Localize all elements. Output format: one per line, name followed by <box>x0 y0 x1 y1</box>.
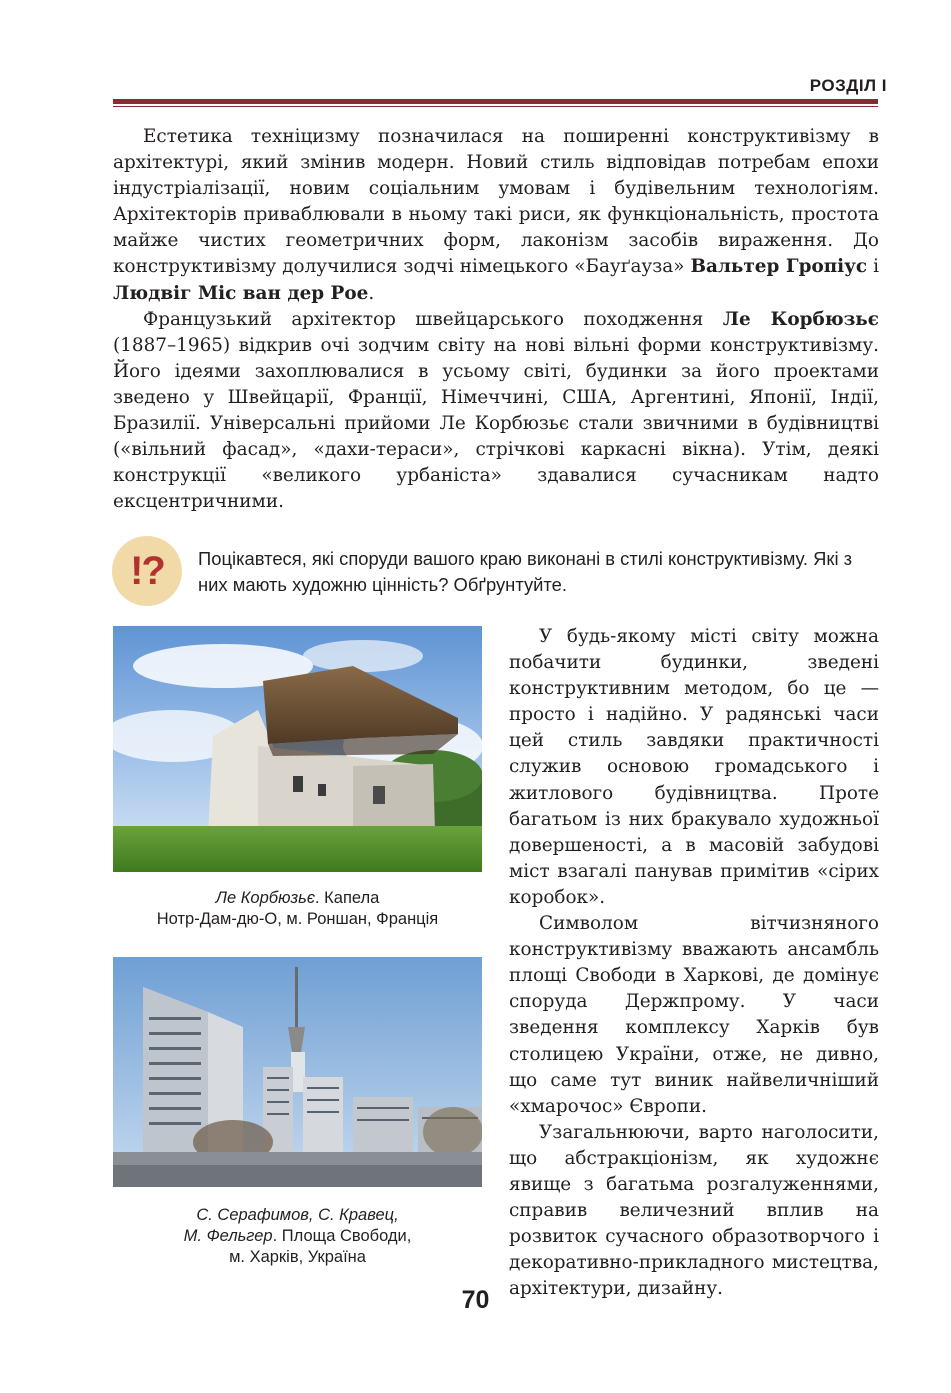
photo-kharkiv-freedom-square <box>113 957 482 1187</box>
caption-kharkiv <box>113 1205 482 1268</box>
caption-authors: С. Серафимов, С. Кравец, <box>196 1206 399 1224</box>
right-paragraph-3: Узагальнюючи, варто наголосити, що абстракціонізм, як художнє явище з багатьма розгалуженнями, справив величезний вплив на розвиток сучасного образотворчого і декоративно-прикладного мистецтва, архітектури, дизайну. <box>509 1121 879 1300</box>
name-le-corbusier: Ле Корбюзьє <box>722 308 879 330</box>
header-rule <box>113 99 878 104</box>
right-paragraph-1: У будь-якому місті світу можна побачити будинки, зведені конструктивним методом, бо це — просто і надійно. У радянські часи цей стиль завдяки практичності служив основою громадського і житлового будівництва. Проте багатьом із них бракувало художньої довершеності, а в масовій забудові міст взагалі панував примітив «сірих коробок». <box>509 626 879 908</box>
caption-ronchamp-line2: Нотр-Дам-дю-О, м. Роншан, Франція <box>156 910 439 928</box>
question-callout <box>112 536 882 616</box>
intro-p1-conj: і <box>867 256 880 278</box>
intro-p1-end: . <box>368 282 375 304</box>
caption-author-felger: М. Фельгер <box>183 1227 273 1245</box>
section-label: РОЗДІЛ І <box>809 76 887 95</box>
caption-ronchamp <box>113 888 482 930</box>
caption-ronchamp-line1 <box>113 888 482 909</box>
intro-p2-start: Французький архітектор швейцарського походження <box>143 308 723 330</box>
name-gropius: Вальтер Гропіус <box>690 256 868 278</box>
caption-kharkiv-line2 <box>113 1226 482 1247</box>
intro-p1-text: Естетика техніцизму позначилася на поширенні конструктивізму в архітектурі, який змінив модерн. Новий стиль відповідав потребам епохи індустріалізації, новим соціальним умовам і будівельним технологіям. Архітекторів приваблювали в ньому такі риси, як функціональність, простота майже чистих геометричних форм, лаконізм засобів вираження. До конструктивізму долучилися зодчі німецького «Бауґауза» <box>113 126 879 278</box>
caption-square: . Площа Свободи, <box>272 1227 412 1245</box>
intro-text <box>113 124 879 515</box>
name-mies: Людвіг Міс ван дер Рое <box>113 282 369 304</box>
caption-kharkiv-line3: м. Харків, Україна <box>229 1248 366 1266</box>
caption-title: . Капела <box>315 889 380 907</box>
page-number: 70 <box>461 1286 490 1314</box>
question-badge-icon <box>112 536 182 606</box>
photo-ronchamp-chapel <box>113 626 482 872</box>
right-column-text <box>509 624 879 1302</box>
caption-author: Ле Корбюзьє <box>215 889 316 907</box>
badge-symbol: !? <box>130 548 164 593</box>
intro-p2-text: (1887–1965) відкрив очі зодчим світу на нові вільні форми конструктивізму. Його ідеями захоплювалися в усьому світі, будинки за його проектами зведено у Швейцарії, Франції, Німеччині, США, Аргентині, Японії, Індії, Бразилії. Універсальні прийоми Ле Корбюзьє стали звичними в будівництві («вільний фасад», «дахи-тераси», стрічкові каркасні вікна). Утім, деякі конструкції «великого урбаніста» здавалися сучасникам надто ексцентричними. <box>113 334 879 513</box>
right-paragraph-2: Символом вітчизняного конструктивізму вважають ансамбль площі Свободи в Харкові, де домінує споруда Держпрому. У часи зведення комплексу Харків був столицею України, отже, не дивно, що саме тут виник найвеличніший «хмарочос» Європи. <box>509 913 879 1117</box>
intro-paragraph-2 <box>113 307 879 516</box>
callout-text: Поцікавтеся, які споруди вашого краю виконані в стилі конструктивізму. Які з них мають художню цінність? Обґрунтуйте. <box>198 548 853 595</box>
intro-paragraph-1 <box>113 124 879 307</box>
caption-kharkiv-line1 <box>113 1205 482 1226</box>
header-rule-thin <box>113 106 878 107</box>
